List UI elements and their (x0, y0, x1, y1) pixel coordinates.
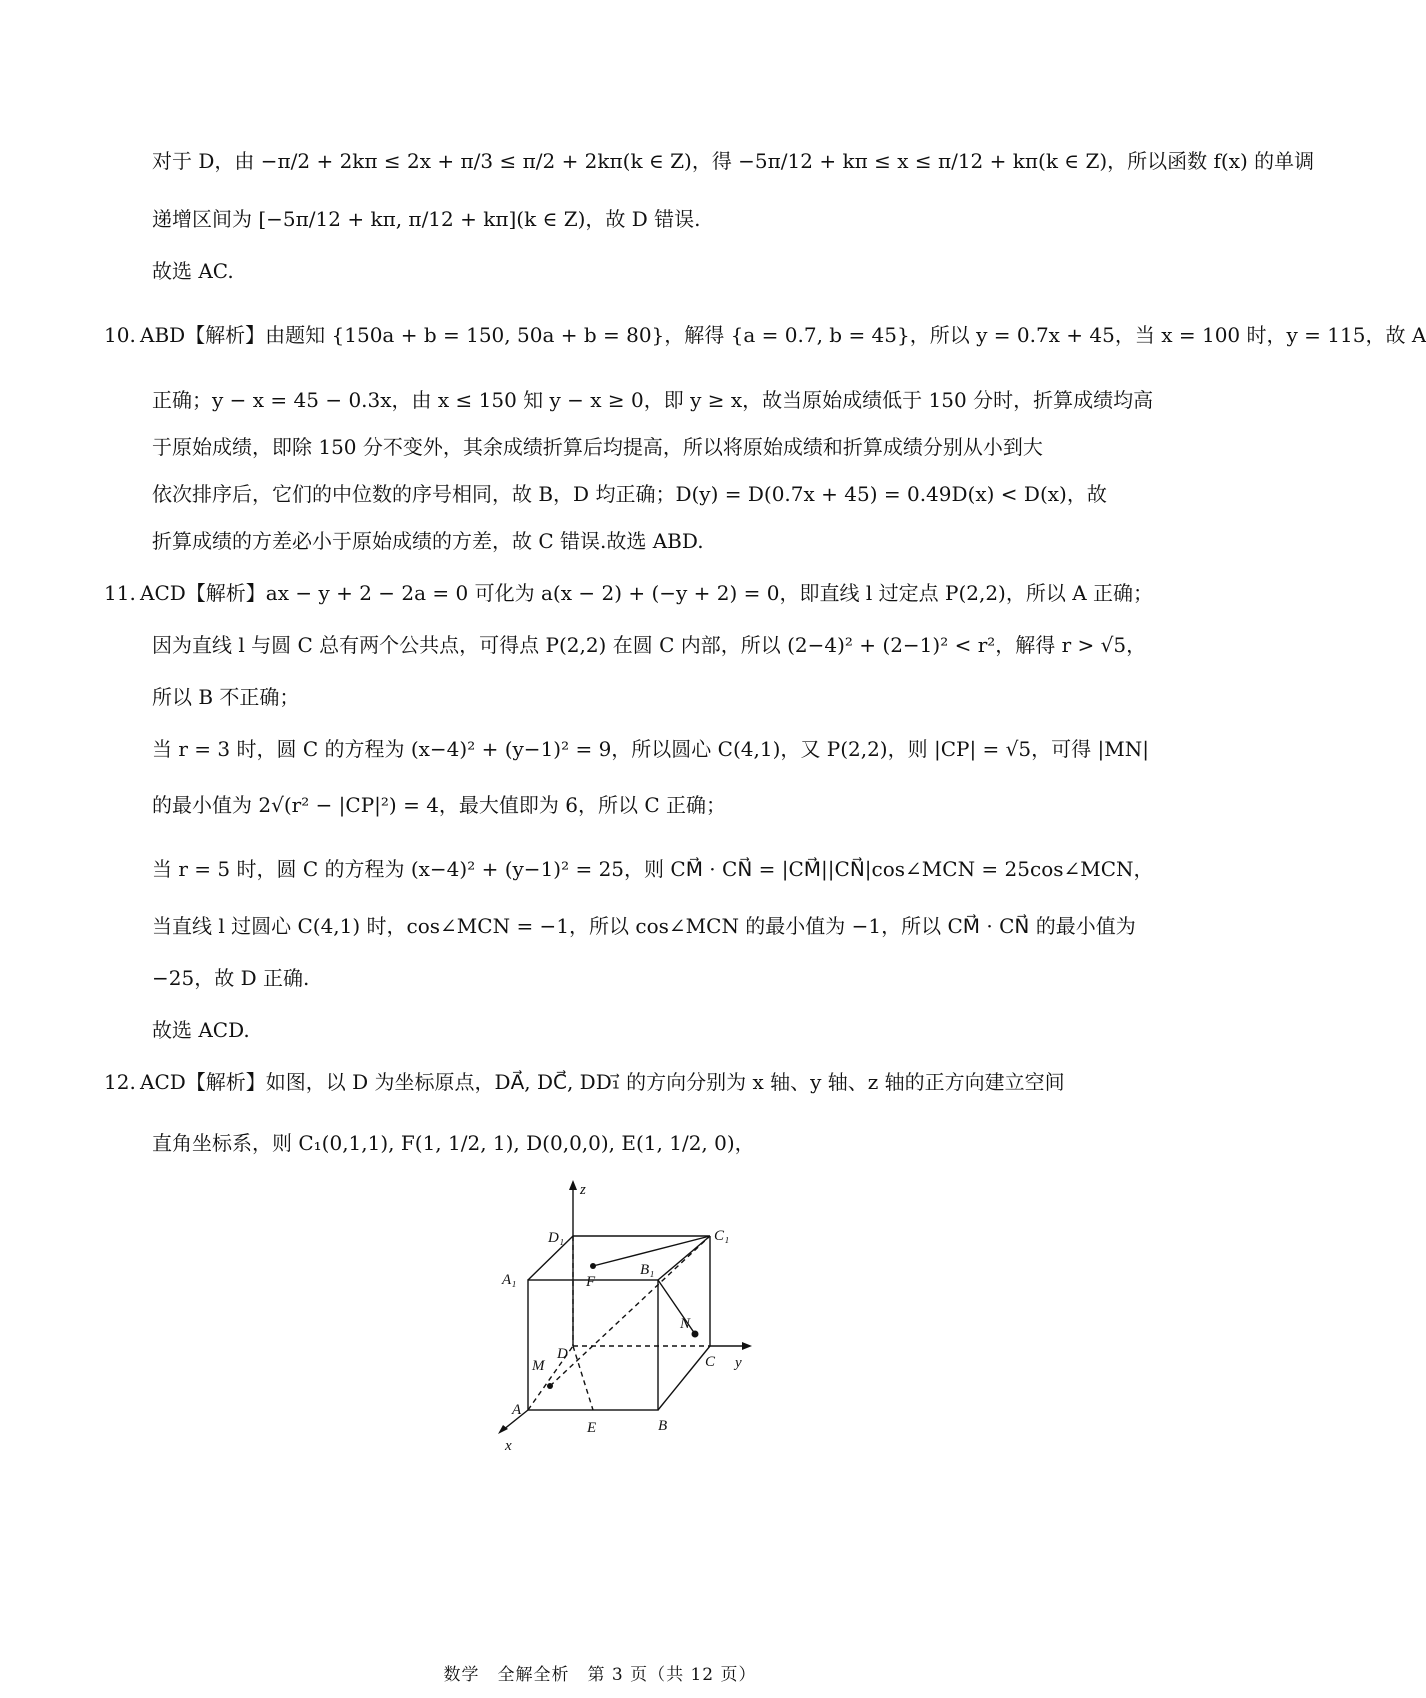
label-f: F (586, 1274, 596, 1290)
question-number: 12. (104, 1070, 136, 1094)
text-line: 依次排序后，它们的中位数的序号相同，故 B，D 均正确；D(y) = D(0.7x + 45) = 0.49D(x) < D(x)，故 (152, 482, 1107, 506)
label-x: x (505, 1438, 512, 1454)
label-c: C (705, 1354, 716, 1370)
text-line: 当 r = 3 时，圆 C 的方程为 (x−4)² + (y−1)² = 9，所以圆心 C(4,1)，又 P(2,2)，则 |CP| = √5，可得 |MN| (152, 737, 1149, 761)
page-footer: 数学 全解全析 第 3 页（共 12 页） (443, 1665, 757, 1685)
label-b: B (658, 1418, 668, 1434)
label-a1: A₁ (502, 1272, 517, 1288)
front-face (528, 1280, 658, 1410)
text-line: 所以 B 不正确； (152, 685, 300, 709)
point-f (590, 1263, 596, 1269)
text-line: 正确；y − x = 45 − 0.3x，由 x ≤ 150 知 y − x ≥ 0，即 y ≥ x，故当原始成绩低于 150 分时，折算成绩均高 (152, 388, 1154, 412)
question-number: 10. (104, 323, 136, 347)
text-line: 于原始成绩，即除 150 分不变外，其余成绩折算后均提高，所以将原始成绩和折算成绩分别从小到大 (152, 435, 1043, 459)
y-arrow (742, 1342, 752, 1350)
label-d: D (557, 1346, 568, 1362)
text-line: 故选 AC. (152, 259, 234, 283)
edge-b-c (658, 1346, 710, 1410)
label-y: y (735, 1355, 742, 1371)
text-line: 折算成绩的方差必小于原始成绩的方差，故 C 错误.故选 ABD. (152, 529, 704, 553)
text-line: ACD【解析】如图，以 D 为坐标原点，DA⃗, DC⃗, DD₁⃗ 的方向分别为 x 轴、y 轴、z 轴的正方向建立空间 (140, 1070, 1065, 1094)
text-line: 递增区间为 [−5π/12 + kπ, π/12 + kπ](k ∈ Z)，故 D 错误. (152, 207, 701, 231)
label-n: N (680, 1316, 691, 1332)
point-n (692, 1331, 699, 1338)
label-d1: D₁ (548, 1230, 565, 1246)
text-line: 对于 D，由 −π/2 + 2kπ ≤ 2x + π/3 ≤ π/2 + 2kπ(k ∈ Z)，得 −5π/12 + kπ ≤ x ≤ π/12 + kπ(k ∈ Z)，所以函数 f(x) 的单调 (152, 149, 1315, 173)
segment-d-e (573, 1346, 593, 1410)
text-line: 因为直线 l 与圆 C 总有两个公共点，可得点 P(2,2) 在圆 C 内部，所以 (2−4)² + (2−1)² < r²，解得 r > √5， (152, 633, 1147, 657)
text-line: 的最小值为 2√(r² − |CP|²) = 4，最大值即为 6，所以 C 正确； (152, 793, 727, 817)
text-line: 直角坐标系，则 C₁(0,1,1), F(1, 1/2, 1), D(0,0,0), E(1, 1/2, 0)， (152, 1131, 755, 1155)
label-z: z (580, 1182, 586, 1198)
label-m: M (532, 1358, 545, 1374)
text-line: 故选 ACD. (152, 1018, 250, 1042)
label-e: E (587, 1420, 597, 1436)
text-line: −25，故 D 正确. (152, 966, 310, 990)
label-c1: C₁ (714, 1228, 730, 1244)
question-number: 11. (104, 581, 136, 605)
text-line: ACD【解析】ax − y + 2 − 2a = 0 可化为 a(x − 2) + (−y + 2) = 0，即直线 l 过定点 P(2,2)，所以 A 正确； (140, 581, 1154, 605)
label-a: A (512, 1402, 522, 1418)
text-line: ABD【解析】由题知 {150a + b = 150, 50a + b = 80}，解得 {a = 0.7, b = 45}，所以 y = 0.7x + 45，当 x = 100 时，y = 115，故 A (140, 323, 1426, 347)
z-arrow (569, 1180, 577, 1190)
point-m (547, 1383, 553, 1389)
label-b1: B₁ (640, 1262, 655, 1278)
text-line: 当 r = 5 时，圆 C 的方程为 (x−4)² + (y−1)² = 25，则 CM⃗ · CN⃗ = |CM⃗||CN⃗|cos∠MCN = 25cos∠MCN， (152, 857, 1154, 881)
text-line: 当直线 l 过圆心 C(4,1) 时，cos∠MCN = −1，所以 cos∠MCN 的最小值为 −1，所以 CM⃗ · CN⃗ 的最小值为 (152, 914, 1136, 938)
line-m-c1 (550, 1236, 710, 1386)
